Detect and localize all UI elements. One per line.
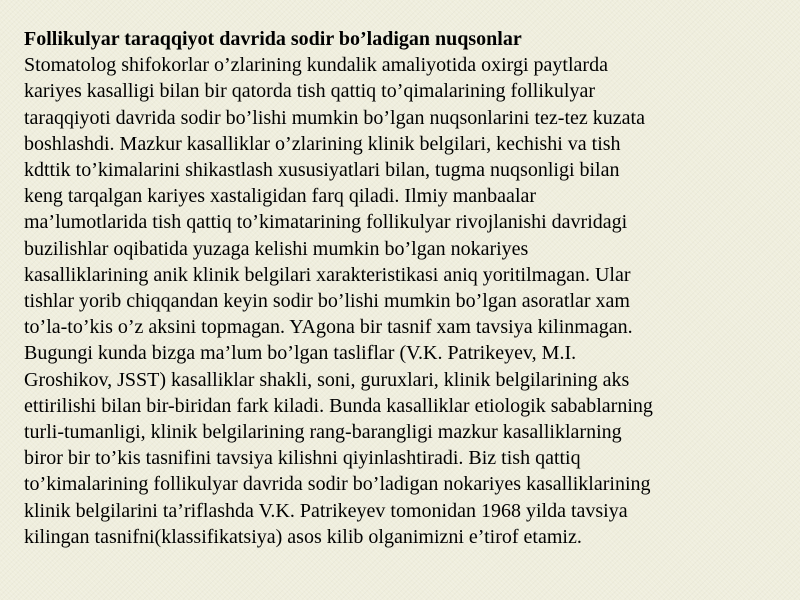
text-line: ma’lumotlarida tish qattiq to’kimatarining follikulyar rivojlanishi davridagi: [24, 211, 628, 234]
text-line: taraqqiyoti davrida sodir bo’lishi mumkin bo’lgan nuqsonlarini tez-tez kuzata: [24, 106, 645, 129]
text-line: kdttik to’kimalarini shikastlash xususiyatlari bilan, tugma nuqsonligi bilan: [24, 159, 620, 182]
text-line: Groshikov, JSST) kasalliklar shakli, soni, guruxlari, klinik belgilarining aks: [24, 368, 630, 391]
text-line: Bugungi kunda bizga ma’lum bo’lgan tasliflar (V.K. Patrikeyev, M.I.: [24, 342, 577, 365]
document-title: Follikulyar taraqqiyot davrida sodir bo’ladigan nuqsonlar: [24, 28, 522, 50]
text-line: buzilishlar oqibatida yuzaga kelishi mumkin bo’lgan nokariyes: [24, 237, 529, 260]
body-paragraph: [24, 52, 776, 550]
text-block: [24, 26, 776, 550]
text-line: Stomatolog shifokorlar o’zlarining kundalik amaliyotida oxirgi paytlarda: [24, 54, 608, 77]
text-line: to’kimalarining follikulyar davrida sodir bo’ladigan nokariyes kasalliklarining: [24, 473, 651, 496]
text-line: tishlar yorib chiqqandan keyin sodir bo’lishi mumkin bo’lgan asoratlar xam: [24, 290, 630, 313]
text-line: boshlashdi. Mazkur kasalliklar o’zlarining klinik belgilari, kechishi va tish: [24, 132, 621, 155]
text-line: biror bir to’kis tasnifini tavsiya kilishni qiyinlashtiradi. Biz tish qattiq: [24, 447, 581, 470]
text-line: kariyes kasalligi bilan bir qatorda tish qattiq to’qimalarining follikulyar: [24, 80, 595, 103]
text-line: ettirilishi bilan bir-biridan fark kiladi. Bunda kasalliklar etiologik sabablarning: [24, 394, 653, 417]
text-line: keng tarqalgan kariyes xastaligidan farq qiladi. Ilmiy manbaalar: [24, 185, 537, 208]
text-line: to’la-to’kis o’z aksini topmagan. YAgona bir tasnif xam tavsiya kilinmagan.: [24, 316, 633, 339]
text-line: turli-tumanligi, klinik belgilarining rang-barangligi mazkur kasalliklarning: [24, 421, 622, 444]
text-line: klinik belgilarini ta’riflashda V.K. Patrikeyev tomonidan 1968 yilda tavsiya: [24, 499, 628, 522]
text-line: kilingan tasnifni(klassifikatsiya) asos kilib olganimizni e’tirof etamiz.: [24, 525, 582, 548]
text-line: kasalliklarining anik klinik belgilari xarakteristikasi aniq yoritilmagan. Ular: [24, 263, 631, 286]
